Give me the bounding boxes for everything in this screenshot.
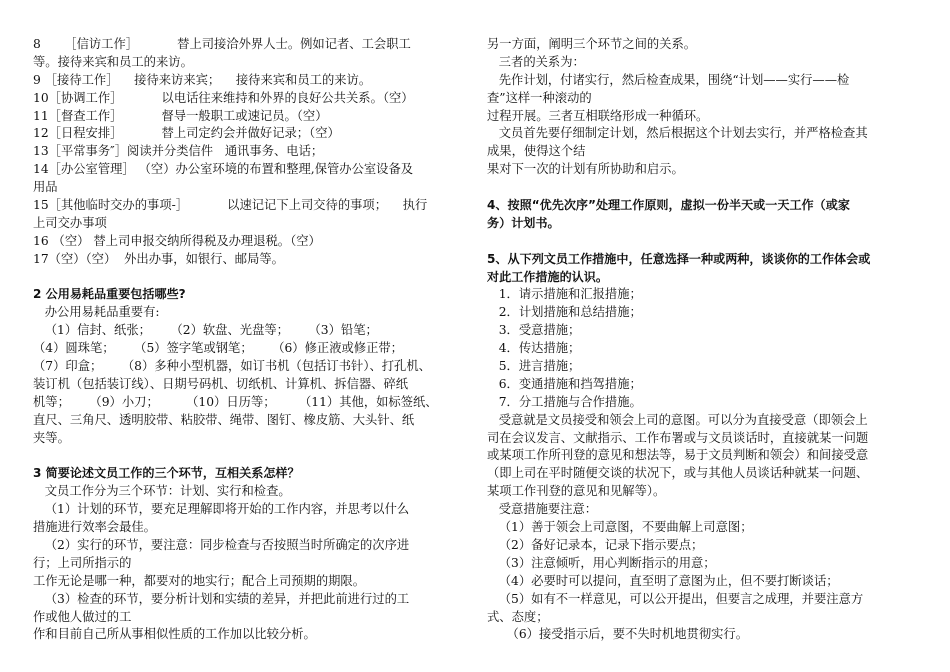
text-line: 8 ［信访工作］ 替上司接洽外界人士。例如记者、工会职工 (33, 37, 411, 51)
section-heading: 务）计划书。 (487, 215, 560, 230)
text-line: 17（空）（空） 外出办事，如银行、邮局等。 (33, 251, 284, 266)
text-line: 2．计划措施和总结措施； (487, 305, 642, 320)
text-line: （1）计划的环节，要充足理解即将开始的工作内容，并思考以什么 (33, 502, 410, 517)
text-line: 10［协调工作］ 以电话往来维持和外界的良好公共关系。（空） (33, 90, 414, 105)
text-line: （1）善于领会上司意图，不要曲解上司意图； (487, 520, 753, 535)
text-line: 作或他人做过的工 (33, 609, 132, 624)
text-line: 查”这样一种滚动的 (487, 90, 592, 105)
text-line: 4．传达措施； (487, 341, 581, 356)
text-line: 9 ［接待工作］ 接待来访来宾； 接待来宾和员工的来访。 (33, 72, 372, 87)
text-line: （3）检查的环节，要分析计划和实绩的差异，并把此前进行过的工 (33, 591, 410, 606)
text-line: 行；上司所指示的 (33, 555, 132, 570)
text-line: 措施进行效率会最佳。 (33, 520, 156, 535)
text-line: 文员首先要仔细制定计划，然后根据这个计划去实行，并严格检查其 (487, 126, 868, 141)
text-line: 办公用易耗品重要有: (33, 305, 160, 320)
text-line: 直尺、三角尺、透明胶带、粘胶带、绳带、图钉、橡皮筋、大头针、纸 (33, 412, 415, 427)
text-line: 1．请示措施和汇报措施； (487, 287, 642, 302)
text-line: （2）备好记录本，记录下指示要点； (487, 537, 704, 552)
text-line: 用品 (33, 180, 58, 195)
text-line: 装订机（包括装订线）、日期号码机、切纸机、计算机、拆信器、碎纸 (33, 376, 409, 391)
text-line: 3．受意措施； (487, 323, 581, 338)
text-line: 成果，使得这个结 (487, 144, 586, 159)
text-line: 过程开展。三者互相联络形成一种循环。 (487, 108, 709, 123)
text-line: （3）注意倾听，用心判断指示的用意； (487, 555, 716, 570)
right-column (487, 36, 921, 644)
text-line: 文员工作分为三个环节：计划、实行和检查。 (33, 484, 291, 499)
text-line: 7．分工措施与合作措施。 (487, 394, 642, 409)
section-heading: 4、按照“优先次序”处理工作原则，虚拟一份半天或一天工作（或家 (487, 198, 850, 213)
text-line: 等。接待来宾和员工的来访。 (33, 54, 193, 69)
text-line: （2）实行的环节，要注意：同步检查与否按照当时所确定的次序进 (33, 537, 410, 552)
text-line: 工作无论是哪一种，都要对的地实行；配合上司预期的期限。 (33, 573, 366, 588)
left-column (33, 36, 463, 644)
text-line: 5．进言措施； (487, 359, 581, 374)
text-line: （4）圆珠笔； （5）签字笔或钢笔； （6）修正液或修正带； (33, 341, 403, 356)
text-line: 12［日程安排］ 替上司定约会并做好记录；（空） (33, 126, 340, 141)
text-line: 果对下一次的计划有所协助和启示。 (487, 162, 684, 177)
text-line: （6）接受指示后，要不失时机地贯彻实行。 (487, 627, 749, 642)
text-line: 机等； （9）小刀； （10）日历等； （11）其他，如标签纸、 (33, 394, 438, 409)
text-line: （4）必要时可以提问，直至明了意图为止，但不要打断谈话； (487, 573, 839, 588)
blank-line (33, 269, 463, 287)
text-line: 13［平常事务″］阅读并分类信件 通讯事务、电话； (33, 144, 324, 159)
text-line: 受意措施要注意： (487, 502, 598, 517)
text-line: 14［办公室管理］ （空）办公室环境的布置和整理,保管办公室设备及 (33, 162, 414, 177)
text-line: 作和目前自己所从事相似性质的工作加以比较分析。 (33, 627, 316, 642)
text-line: 受意就是文员接受和领会上司的意图。可以分为直接受意（即领会上 (487, 412, 868, 427)
text-line: 先作计划，付诸实行，然后检查成果，围绕“计划——实行——检 (487, 72, 850, 87)
text-line: 6．变通措施和挡驾措施； (487, 376, 642, 391)
text-line: 司在会议发言、文献指示、工作布署或与文员谈话时，直接就某一问题 (487, 430, 869, 445)
text-line: 或某项工作所刊登的意见和想法等，易于文员判断和领会）和间接受意 (487, 448, 869, 463)
text-line: 某项工作刊登的意见和见解等）。 (487, 484, 666, 499)
text-line: 式、态度； (487, 609, 549, 624)
text-line: 夹等。 (33, 430, 70, 445)
text-line: （1）信封、纸张； （2）软盘、光盘等； （3）铅笔； (33, 323, 378, 338)
text-line: （5）如有不一样意见，可以公开提出，但要言之成理，并要注意方 (487, 591, 864, 606)
text-line: （即上司在平时随便交谈的状况下，或与其他人员谈话种就某一问题、 (487, 466, 869, 481)
section-heading: 3 简要论述文员工作的三个环节，互相关系怎样？ (33, 466, 300, 481)
text-line: 另一方面，阐明三个环节之间的关系。 (487, 37, 697, 51)
text-line: 上司交办事项 (33, 215, 107, 230)
blank-line (487, 179, 921, 197)
text-line: 15［其他临时交办的事项-］ 以速记记下上司交待的事项； 执行 (33, 198, 428, 213)
blank-line (33, 447, 463, 465)
text-line: 三者的关系为： (487, 54, 585, 69)
text-line: 16 （空） 替上司申报交纳所得税及办理退税。（空） (33, 233, 321, 248)
text-line: （7）印盒； （8）多种小型机器，如订书机（包括订书针）、打孔机、 (33, 359, 431, 374)
section-heading: 5、从下列文员工作措施中，任意选择一种或两种，谈谈你的工作体会或 (487, 251, 871, 266)
section-heading: 2 公用易耗品重要包括哪些? (33, 287, 186, 302)
blank-line (487, 233, 921, 251)
section-heading: 对此工作措施的认识。 (487, 269, 608, 284)
text-line: 11［督查工作］ 督导一般职工或速记员。（空） (33, 108, 328, 123)
